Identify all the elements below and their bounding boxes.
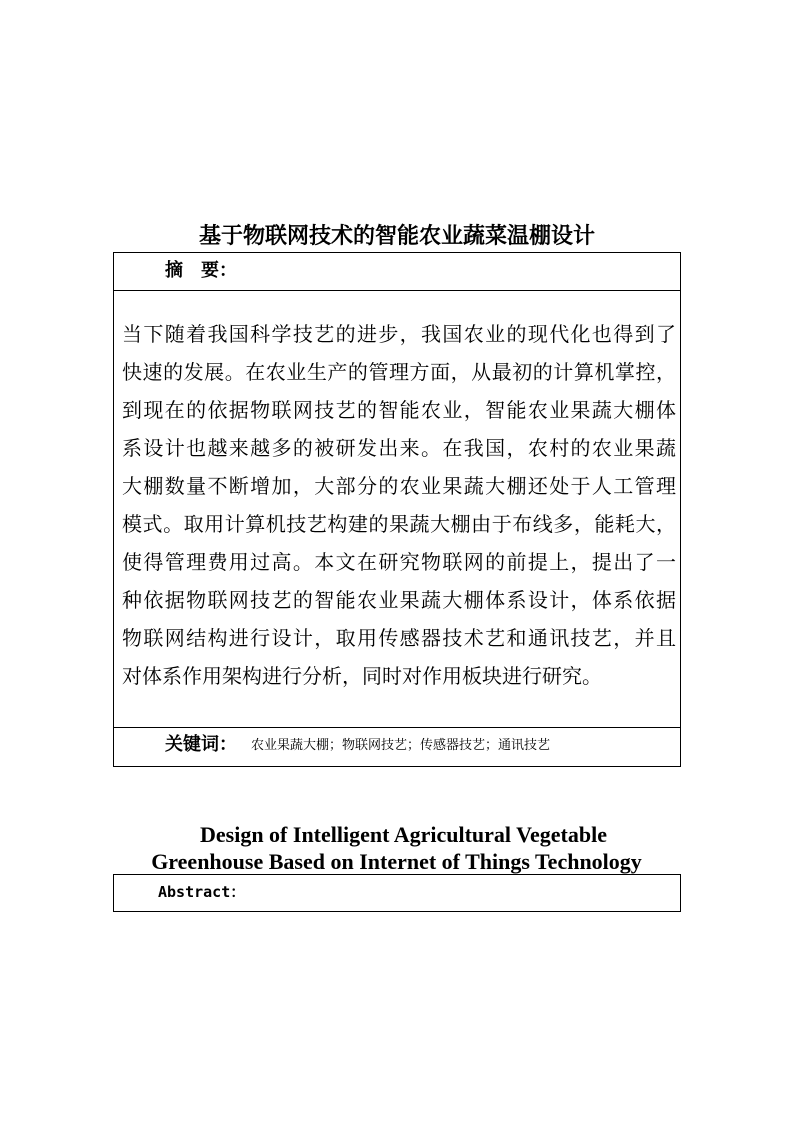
abstract-line: 大棚数量不断增加，大部分的农业果蔬大棚还处于人工管理 [122,474,676,498]
abstract-label-row [114,253,680,291]
abstract-line: 模式。取用计算机技艺构建的果蔬大棚由于布线多，能耗大， [122,512,676,536]
abstract-line: 种依据物联网技艺的智能农业果蔬大棚体系设计，体系依据 [122,588,676,612]
abstract-line: 物联网结构进行设计，取用传感器技术艺和通讯技艺，并且 [122,626,676,650]
abstract-line: 当下随着我国科学技艺的进步，我国农业的现代化也得到了 [122,322,676,346]
abstract-en-label: Abstract： [158,883,246,901]
chinese-abstract-table [113,252,681,767]
keywords-text: 农业果蔬大棚；物联网技艺；传感器技艺；通讯技艺 [251,738,551,753]
keywords-row [114,728,680,766]
abstract-line: 对体系作用架构进行分析，同时对作用板块进行研究。 [122,664,602,688]
abstract-body [114,291,680,728]
english-title-line-1: Design of Intelligent Agricultural Vegetable [200,822,607,847]
abstract-line: 使得管理费用过高。本文在研究物联网的前提上，提出了一 [122,550,676,574]
english-abstract-table [113,874,681,912]
keywords-label: 关键词： [165,734,237,755]
abstract-line: 到现在的依据物联网技艺的智能农业，智能农业果蔬大棚体 [122,398,676,422]
english-title-line-2: Greenhouse Based on Internet of Things Technology [151,849,642,874]
chinese-title: 基于物联网技术的智能农业蔬菜温棚设计 [198,224,595,249]
abstract-line: 快速的发展。在农业生产的管理方面，从最初的计算机掌控， [122,360,676,384]
abstract-line: 系设计也越来越多的被研发出来。在我国，农村的农业果蔬 [122,436,676,460]
abstract-label: 摘 要： [165,260,237,281]
